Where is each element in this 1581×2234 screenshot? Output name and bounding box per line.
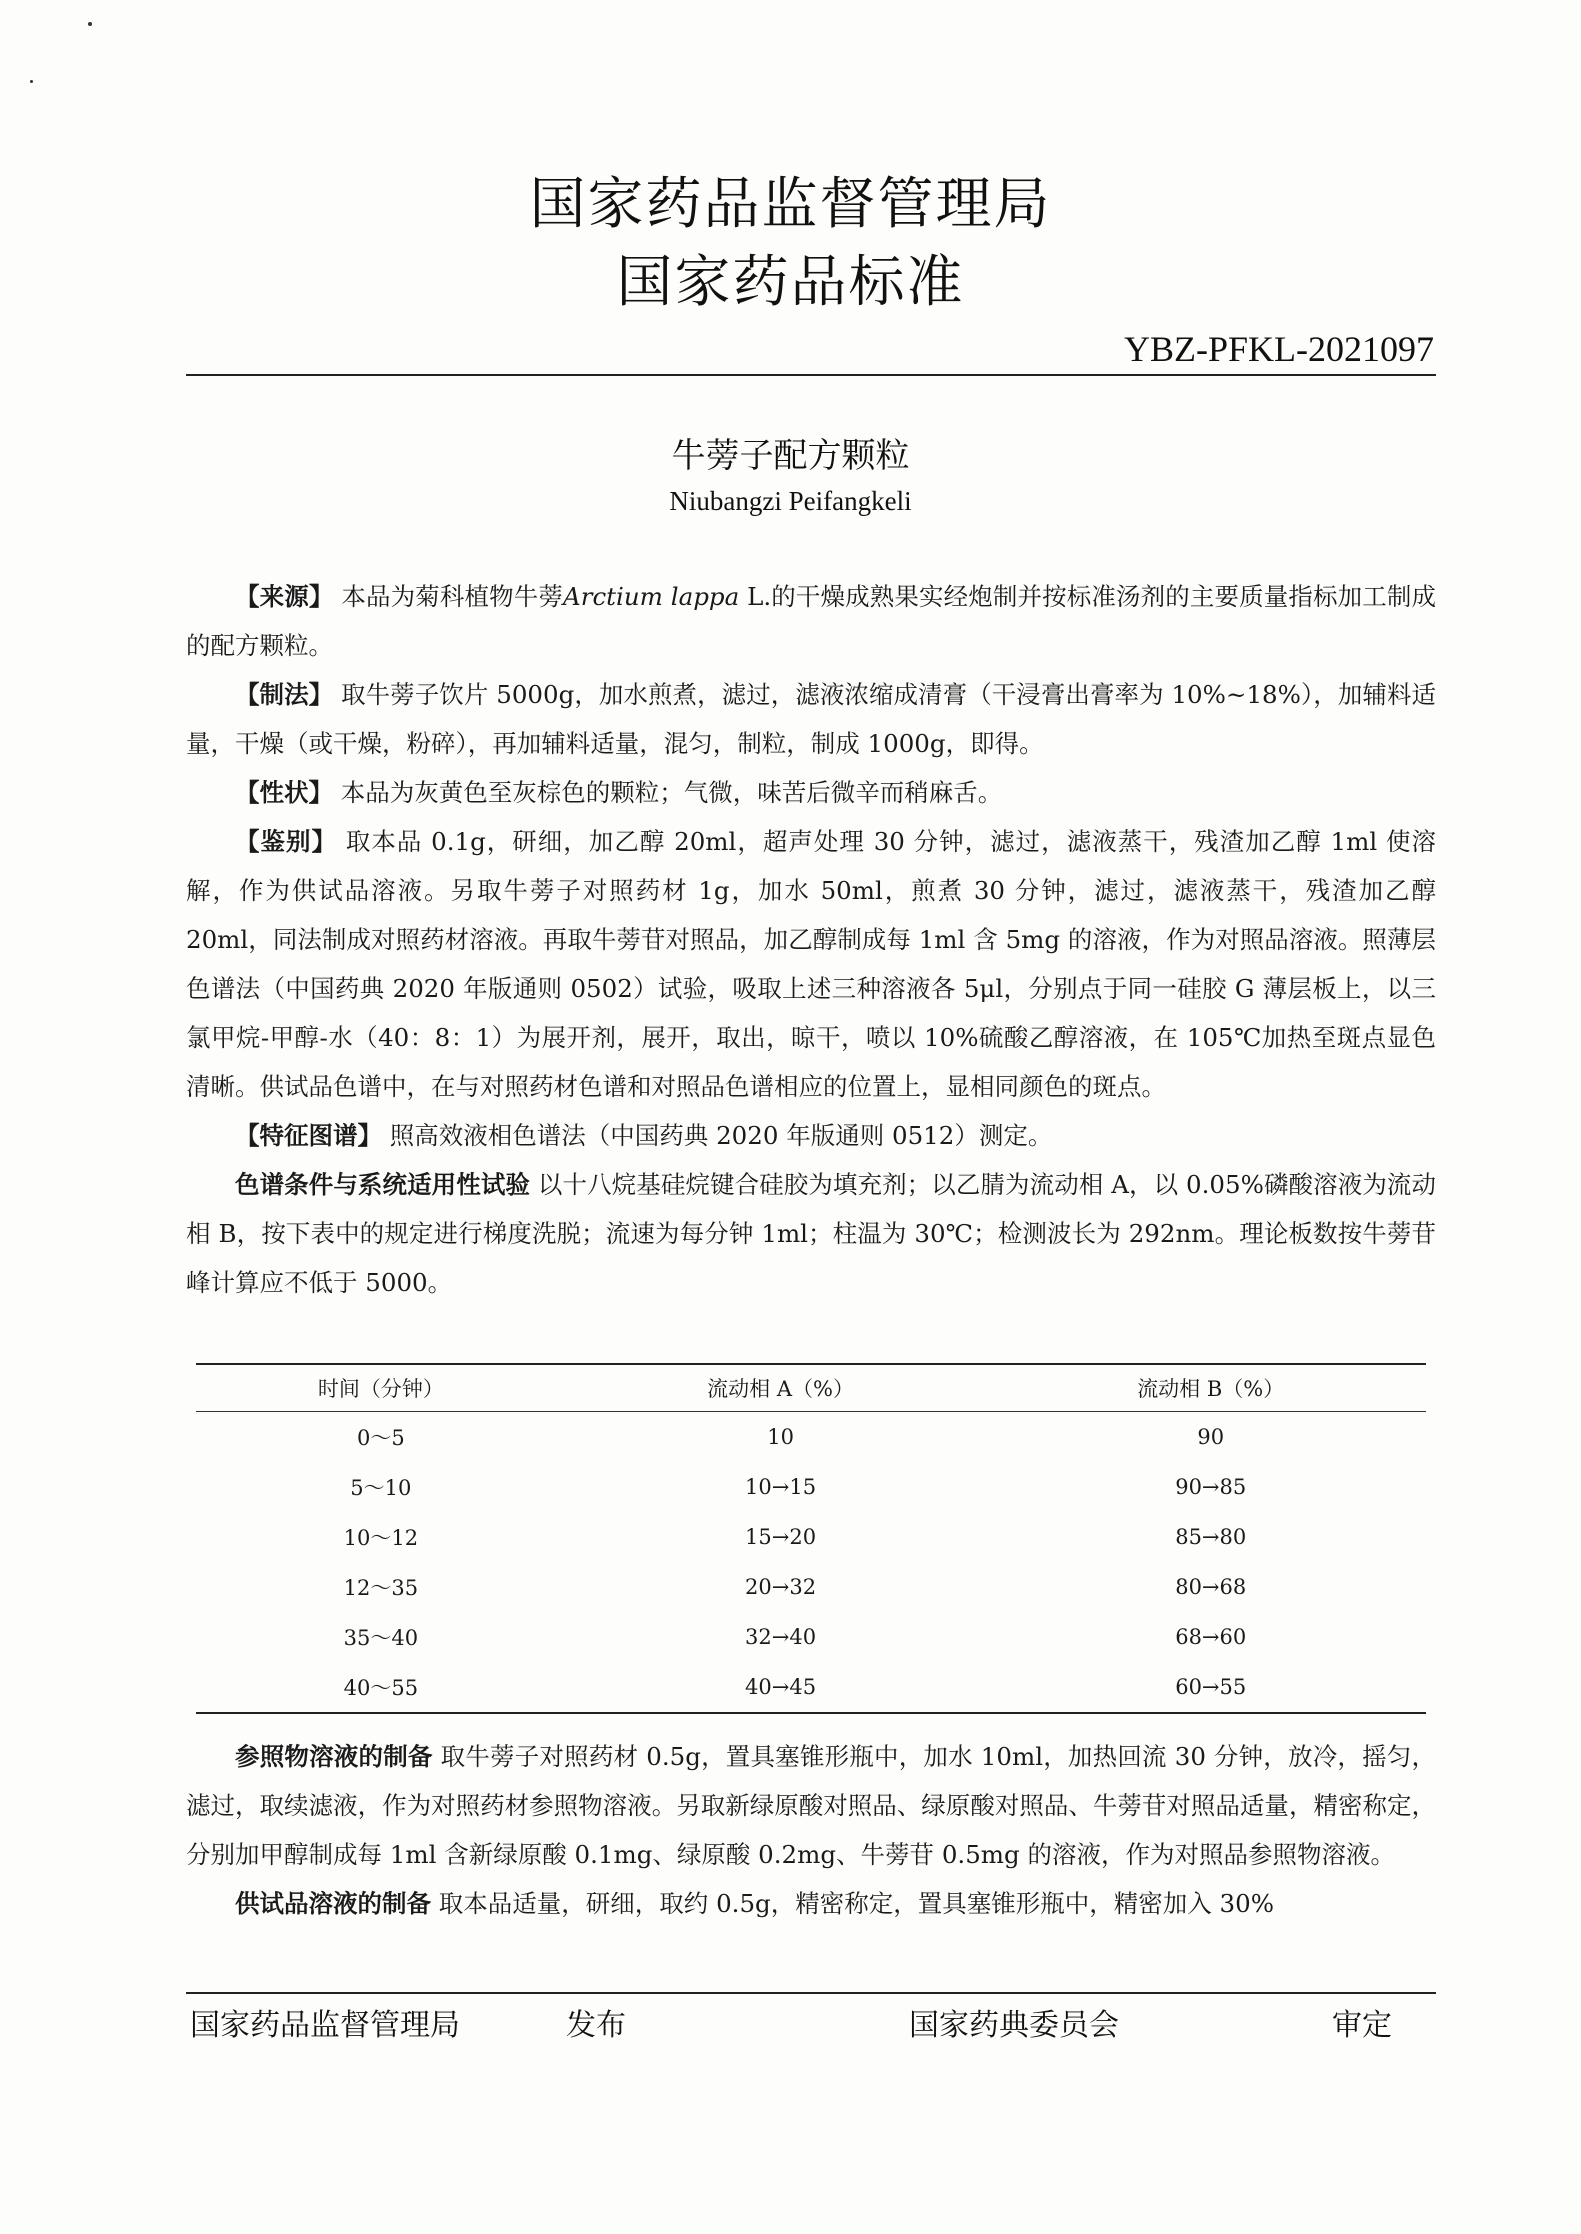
section-sample-solution xyxy=(186,1879,1436,1928)
section-label: 【鉴别】 xyxy=(235,827,338,856)
gradient-table xyxy=(196,1363,1426,1714)
footer-review-label: 审定 xyxy=(1332,2008,1392,2043)
section-text: 照高效液相色谱法（中国药典 2020 年版通则 0512）测定。 xyxy=(389,1121,1053,1150)
section-text: 取本品 0.1g，研细，加乙醇 20ml，超声处理 30 分钟，滤过，滤液蒸干，残渣加乙醇 1ml 使溶解，作为供试品溶液。另取牛蒡子对照药材 1g，加水 50ml，煎煮 30 分钟，滤过，滤液蒸干，残渣加乙醇 20ml，同法制成对照药材溶液。再取牛蒡苷对照品，加乙醇制成每 1ml 含 5mg 的溶液，作为对照品溶液。照薄层色谱法（中国药典 2020 年版通则 0502）试验，吸取上述三种溶液各 5μl，分别点于同一硅胶 G 薄层板上，以三氯甲烷-甲醇-水（40：8：1）为展开剂，展开，取出，晾干，喷以 10%硫酸乙醇溶液，在 105℃加热至斑点显色清晰。供试品色谱中，在与对照药材色谱和对照品色谱相应的位置上，显相同颜色的斑点。 xyxy=(186,827,1436,1101)
table-cell-time: 5～10 xyxy=(350,1476,412,1500)
table-cell-time: 35～40 xyxy=(343,1626,419,1650)
latin-name: Arctium lappa xyxy=(563,582,740,611)
scan-speck xyxy=(88,22,92,26)
section-chromatography xyxy=(186,1160,1436,1307)
table-cell-phase-b: 80→68 xyxy=(1175,1575,1247,1599)
footer-rule xyxy=(186,1992,1436,1994)
section-label: 色谱条件与系统适用性试验 xyxy=(235,1170,531,1199)
table-header-phase-a: 流动相 A（%） xyxy=(566,1365,996,1412)
section-text: 取本品适量，研细，取约 0.5g，精密称定，置具塞锥形瓶中，精密加入 30% xyxy=(438,1889,1274,1918)
table-header-row xyxy=(196,1365,1426,1412)
footer-reviewer: 国家药典委员会 xyxy=(909,2008,1119,2043)
table-cell-phase-a: 10 xyxy=(767,1425,794,1449)
section-text: 取牛蒡子饮片 5000g，加水煎煮，滤过，滤液浓缩成清膏（干浸膏出膏率为 10%~18%），加辅料适量，干燥（或干燥，粉碎），再加辅料适量，混匀，制粒，制成 1000g，即得。 xyxy=(186,680,1436,758)
section-method xyxy=(186,670,1436,768)
gradient-table-grid xyxy=(196,1365,1426,1712)
section-text: 以十八烷基硅烷键合硅胶为填充剂；以乙腈为流动相 A，以 0.05%磷酸溶液为流动相 B，按下表中的规定进行梯度洗脱；流速为每分钟 1ml；柱温为 30℃；检测波长为 292nm。理论板数按牛蒡苷峰计算应不低于 5000。 xyxy=(186,1170,1436,1297)
table-header-time: 时间（分钟） xyxy=(196,1365,566,1412)
table-cell-phase-a: 40→45 xyxy=(745,1675,817,1699)
table-cell-time: 0～5 xyxy=(356,1426,405,1450)
table-cell-phase-b: 90→85 xyxy=(1175,1475,1247,1499)
footer-publish-label: 发布 xyxy=(566,2008,626,2043)
section-label: 供试品溶液的制备 xyxy=(235,1889,431,1918)
table-cell-phase-b: 90 xyxy=(1197,1425,1225,1449)
section-label: 【制法】 xyxy=(235,680,334,709)
header-standard-title: 国家药品标准 xyxy=(616,250,965,315)
header-rule xyxy=(186,374,1436,376)
table-cell-phase-b: 68→60 xyxy=(1175,1625,1247,1649)
table-bottom-rule xyxy=(196,1712,1426,1714)
section-label: 【来源】 xyxy=(235,582,334,611)
table-cell-time: 40～55 xyxy=(343,1676,419,1700)
table-cell-phase-b: 85→80 xyxy=(1175,1525,1247,1549)
section-label: 【性状】 xyxy=(235,778,333,807)
section-text: 本品为菊科植物牛蒡 xyxy=(341,582,564,611)
scan-speck xyxy=(30,80,33,83)
footer-publisher: 国家药品监督管理局 xyxy=(190,2008,460,2043)
drug-title: 牛蒡子配方颗粒 xyxy=(671,436,910,476)
table-cell-phase-a: 15→20 xyxy=(745,1525,817,1549)
document-code: YBZ-PFKL-2021097 xyxy=(1123,329,1434,369)
section-label: 参照物溶液的制备 xyxy=(235,1742,433,1771)
body-text-lower xyxy=(186,1732,1436,1928)
section-property xyxy=(186,768,1436,817)
table-row xyxy=(196,1612,1426,1662)
drug-pinyin: Niubangzi Peifangkeli xyxy=(669,486,912,516)
table-cell-phase-a: 32→40 xyxy=(745,1625,817,1649)
table-cell-phase-a: 10→15 xyxy=(745,1475,817,1499)
table-row xyxy=(196,1462,1426,1512)
section-label: 【特征图谱】 xyxy=(235,1121,382,1150)
section-identification xyxy=(186,817,1436,1111)
section-text: L.的干燥成熟果实经炮制并按标准汤剂的主要质量指标加工制成的配方颗粒。 xyxy=(186,582,1437,660)
section-fingerprint xyxy=(186,1111,1436,1160)
table-cell-phase-b: 60→55 xyxy=(1175,1675,1247,1699)
table-row xyxy=(196,1412,1426,1463)
table-header-phase-b: 流动相 B（%） xyxy=(995,1365,1426,1412)
table-cell-time: 10～12 xyxy=(343,1526,419,1550)
section-text: 本品为灰黄色至灰棕色的颗粒；气微，味苦后微辛而稍麻舌。 xyxy=(340,778,1003,807)
section-source xyxy=(186,572,1436,670)
body-text-upper xyxy=(186,572,1436,1307)
table-row xyxy=(196,1562,1426,1612)
table-row xyxy=(196,1512,1426,1562)
header-agency-title: 国家药品监督管理局 xyxy=(529,172,1052,237)
table-cell-time: 12～35 xyxy=(343,1576,419,1600)
section-text: 取牛蒡子对照药材 0.5g，置具塞锥形瓶中，加水 10ml，加热回流 30 分钟，放冷，摇匀，滤过，取续滤液，作为对照药材参照物溶液。另取新绿原酸对照品、绿原酸对照品、牛蒡苷对照品适量，精密称定，分别加甲醇制成每 1ml 含新绿原酸 0.1mg、绿原酸 0.2mg、牛蒡苷 0.5mg 的溶液，作为对照品参照物溶液。 xyxy=(186,1742,1437,1869)
table-cell-phase-a: 20→32 xyxy=(745,1575,817,1599)
section-reference-solution xyxy=(186,1732,1436,1879)
table-row xyxy=(196,1662,1426,1712)
